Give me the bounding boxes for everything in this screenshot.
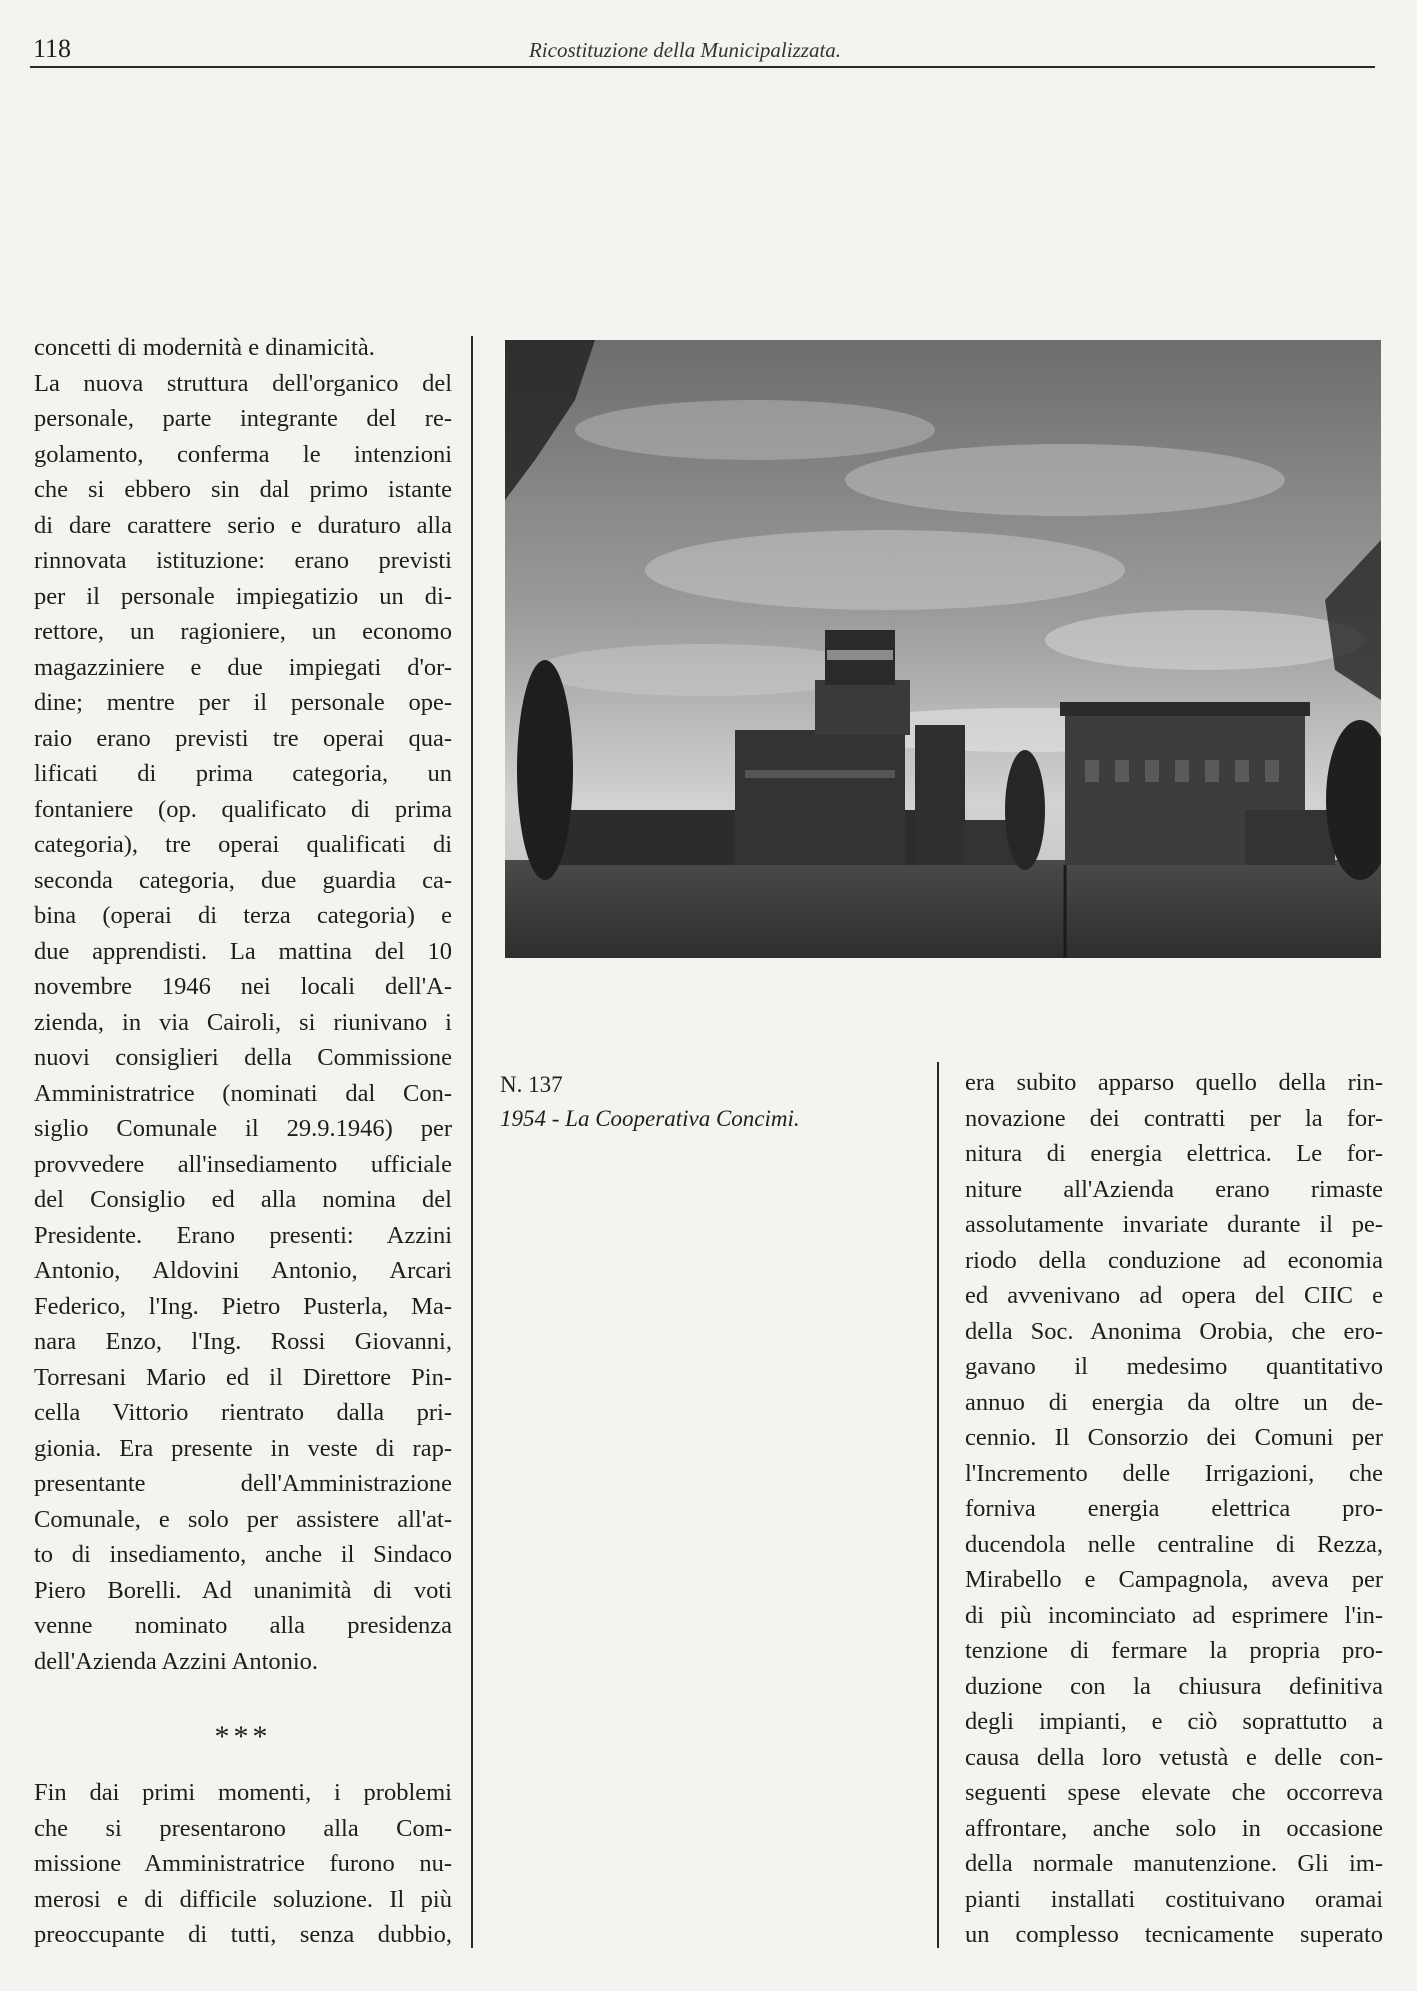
text-line: cella Vittorio rientrato dalla pri- <box>34 1399 452 1426</box>
text-line: rinnovata istituzione: erano previsti <box>34 547 452 574</box>
text-line: nara Enzo, l'Ing. Rossi Giovanni, <box>34 1328 452 1355</box>
text-line: Comunale, e solo per assistere all'at- <box>34 1505 452 1533</box>
text-line: gionia. Era presente in veste di rap- <box>34 1434 452 1462</box>
text-line: che si ebbero sin dal primo istante <box>34 476 452 503</box>
text-line: era subito apparso quello della rin- <box>965 1069 1383 1096</box>
text-line: Piero Borelli. Ad unanimità di voti <box>34 1576 452 1604</box>
text-line: La nuova struttura dell'organico del <box>34 369 452 397</box>
text-line: cennio. Il Consorzio dei Comuni per <box>965 1424 1383 1451</box>
text-line: Presidente. Erano presenti: Azzini <box>34 1221 452 1249</box>
text-line: del Consiglio ed alla nomina del <box>34 1186 452 1213</box>
text-line: Mirabello e Campagnola, aveva per <box>965 1566 1383 1593</box>
text-line: due apprendisti. La mattina del 10 <box>34 937 452 965</box>
text-line: per il personale impiegatizio un di- <box>34 582 452 610</box>
section-separator: *** <box>214 1720 272 1753</box>
text-line: missione Amministratrice furono nu- <box>34 1850 452 1877</box>
text-line: forniva energia elettrica pro- <box>965 1495 1383 1522</box>
text-line: della Soc. Anonima Orobia, che ero- <box>965 1317 1383 1345</box>
text-line: affrontare, anche solo in occasione <box>965 1814 1383 1842</box>
text-line: dell'Azienda Azzini Antonio. <box>34 1647 319 1675</box>
header-rule <box>30 66 1375 68</box>
text-line: preoccupante di tutti, senza dubbio, <box>34 1921 452 1948</box>
text-line: nitura di energia elettrica. Le for- <box>965 1140 1383 1167</box>
text-line: personale, parte integrante del re- <box>34 405 452 432</box>
page-number: 118 <box>33 34 72 63</box>
text-line: ed avvenivano ad opera del CIIC e <box>965 1282 1383 1309</box>
text-line: raio erano previsti tre operai qua- <box>34 724 452 752</box>
text-line: assolutamente invariate durante il pe- <box>965 1211 1383 1238</box>
running-title: Ricostituzione della Municipalizzata. <box>528 38 842 62</box>
text-line: siglio Comunale il 29.9.1946) per <box>34 1115 452 1142</box>
text-line: Antonio, Aldovini Antonio, Arcari <box>34 1257 452 1284</box>
text-line: degli impianti, e ciò soprattutto a <box>965 1708 1383 1735</box>
text-line: presentante dell'Amministrazione <box>34 1470 452 1497</box>
text-line: ducendola nelle centraline di Rezza, <box>965 1530 1383 1558</box>
text-line: zienda, in via Cairoli, si riunivano i <box>34 1008 452 1036</box>
left-column-continuation <box>34 1775 452 1953</box>
text-line: di dare carattere serio e duraturo alla <box>34 511 452 539</box>
left-column <box>34 330 452 1679</box>
text-line: to di insediamento, anche il Sindaco <box>34 1541 452 1568</box>
text-line: un complesso tecnicamente superato <box>965 1921 1383 1948</box>
text-line: causa della loro vetustà e delle con- <box>965 1743 1383 1771</box>
text-line: fontaniere (op. qualificato di prima <box>34 795 452 823</box>
left-column-rule <box>471 336 473 1948</box>
text-line: dine; mentre per il personale ope- <box>34 689 452 716</box>
text-line: concetti di modernità e dinamicità. <box>34 334 375 361</box>
text-line: niture all'Azienda erano rimaste <box>965 1175 1383 1203</box>
text-line: venne nominato alla presidenza <box>34 1612 452 1639</box>
text-line: della normale manutenzione. Gli im- <box>965 1850 1383 1877</box>
right-column-rule <box>937 1062 939 1948</box>
text-line: golamento, conferma le intenzioni <box>34 440 452 468</box>
text-line: provvedere all'insediamento ufficiale <box>34 1150 452 1178</box>
text-line: rettore, un ragioniere, un economo <box>34 618 452 645</box>
text-line: novembre 1946 nei locali dell'A- <box>34 973 452 1000</box>
text-line: di più incominciato ad esprimere l'in- <box>965 1601 1383 1629</box>
text-line: Amministratrice (nominati dal Con- <box>34 1079 452 1107</box>
text-line: lificati di prima categoria, un <box>34 760 452 787</box>
photograph-cooperativa-concimi <box>505 340 1381 958</box>
text-line: seconda categoria, due guardia ca- <box>34 866 452 894</box>
text-line: pianti installati costituivano oramai <box>965 1885 1383 1913</box>
text-line: merosi e di difficile soluzione. Il più <box>34 1885 452 1913</box>
text-line: seguenti spese elevate che occorreva <box>965 1779 1383 1806</box>
text-line: bina (operai di terza categoria) e <box>34 902 452 929</box>
text-line: che si presentarono alla Com- <box>34 1814 452 1842</box>
text-line: duzione con la chiusura definitiva <box>965 1672 1383 1700</box>
text-line: l'Incremento delle Irrigazioni, che <box>965 1459 1383 1487</box>
text-line: riodo della conduzione ad economia <box>965 1246 1383 1274</box>
text-line: Federico, l'Ing. Pietro Pusterla, Ma- <box>34 1292 452 1320</box>
right-column <box>965 1065 1383 1953</box>
text-line: categoria), tre operai qualificati di <box>34 831 452 858</box>
text-line: Fin dai primi momenti, i problemi <box>34 1779 452 1806</box>
text-line: annuo di energia da oltre un de- <box>965 1388 1383 1416</box>
text-line: tenzione di fermare la propria pro- <box>965 1637 1383 1664</box>
text-line: magazziniere e due impiegati d'or- <box>34 653 452 681</box>
figure-title: 1954 - La Cooperativa Concimi. <box>500 1106 800 1131</box>
text-line: nuovi consiglieri della Commissione <box>34 1044 452 1071</box>
text-line: novazione dei contratti per la for- <box>965 1104 1383 1132</box>
text-line: gavano il medesimo quantitativo <box>965 1353 1383 1380</box>
figure-caption <box>500 1068 800 1136</box>
text-line: Torresani Mario ed il Direttore Pin- <box>34 1363 452 1391</box>
figure-number: N. 137 <box>500 1072 563 1097</box>
